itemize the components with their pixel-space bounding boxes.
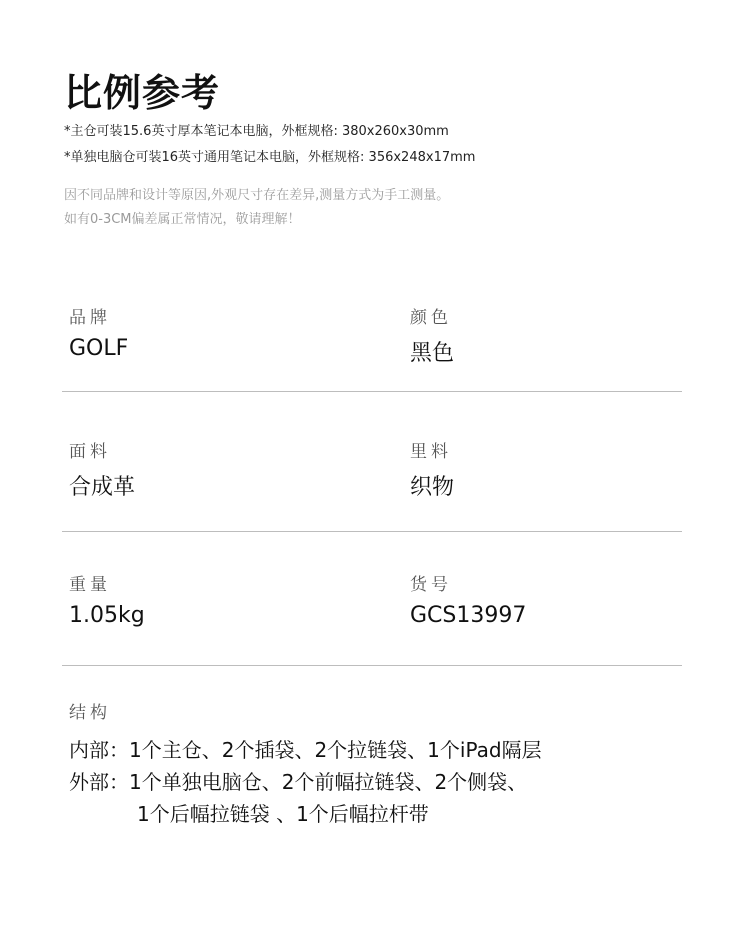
page-title: 比例参考	[64, 71, 221, 115]
outer-material-label: 面料	[69, 442, 111, 462]
divider	[62, 391, 682, 392]
item-number-value: GCS13997	[410, 603, 527, 628]
disclaimer-line-1: 因不同品牌和设计等原因,外观尺寸存在差异,测量方式为手工测量。	[64, 188, 450, 203]
disclaimer-line-2: 如有0-3CM偏差属正常情况，敬请理解！	[64, 212, 301, 227]
divider	[62, 665, 682, 666]
weight-label: 重量	[69, 575, 111, 595]
divider	[62, 531, 682, 532]
lining-value: 织物	[410, 475, 455, 500]
lining-label: 里料	[410, 442, 452, 462]
structure-label: 结构	[69, 703, 111, 723]
brand-value: GOLF	[69, 336, 129, 361]
structure-exterior-continued: 1个后幅拉链袋 、1个后幅拉杆带	[137, 802, 429, 826]
outer-material-value: 合成革	[69, 475, 136, 500]
item-number-label: 货号	[410, 575, 452, 595]
color-label: 颜色	[410, 308, 452, 328]
structure-interior: 内部：1个主仓、2个插袋、2个拉链袋、1个iPad隔层	[69, 738, 542, 762]
brand-label: 品牌	[69, 308, 111, 328]
capacity-note-laptop: *单独电脑仓可装16英寸通用笔记本电脑，外框规格: 356x248x17mm	[64, 150, 476, 165]
weight-value: 1.05kg	[69, 603, 145, 628]
color-value: 黑色	[410, 341, 455, 366]
capacity-note-main: *主仓可装15.6英寸厚本笔记本电脑，外框规格: 380x260x30mm	[64, 124, 449, 139]
structure-exterior: 外部：1个单独电脑仓、2个前幅拉链袋、2个侧袋、	[69, 770, 528, 794]
